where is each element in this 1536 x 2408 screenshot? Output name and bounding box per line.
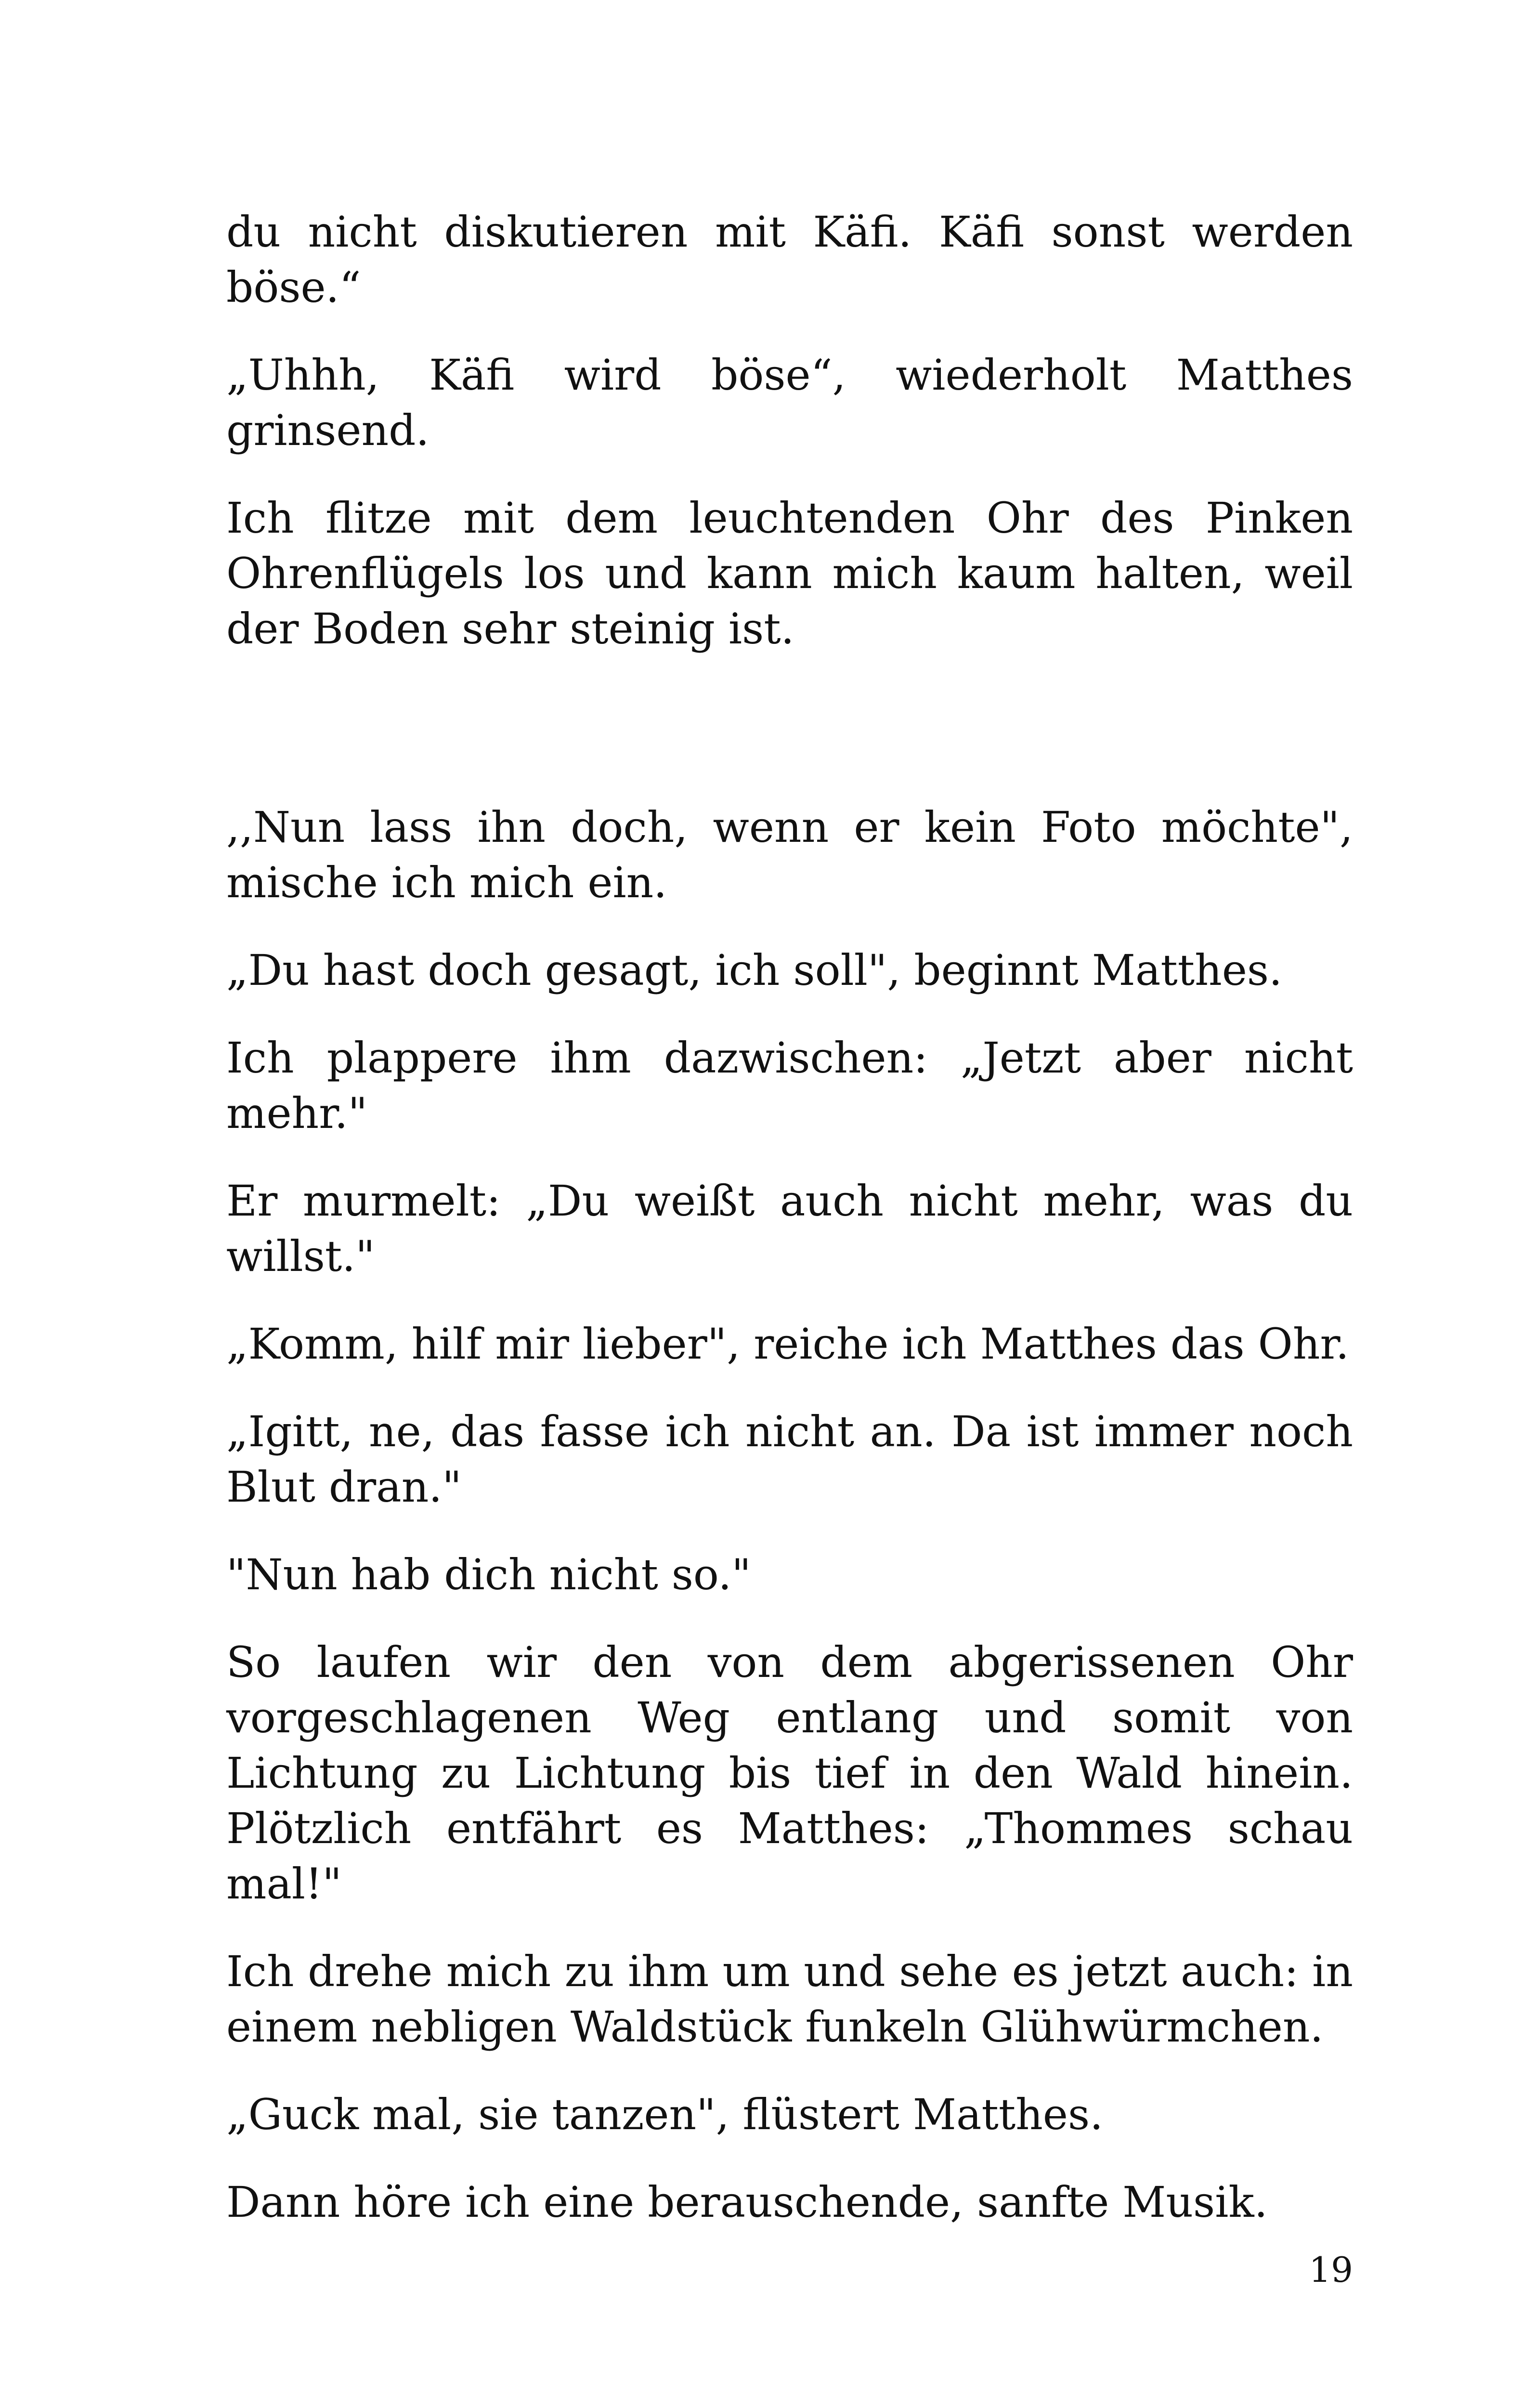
paragraph: Ich plappere ihm dazwischen: „Jetzt aber nicht mehr."	[226, 1033, 1353, 1138]
paragraph: Er murmelt: „Du weißt auch nicht mehr, was du willst."	[226, 1176, 1353, 1281]
paragraph: "Nun hab dich nicht so."	[226, 1550, 751, 1599]
paragraph: So laufen wir den von dem abgerissenen Ohr vorgeschlagenen Weg entlang und somit von Lichtung zu Lichtung bis tief in den Wald hinein. Plötzlich entfährt es Matthes: „Thommes schau mal!"	[226, 1637, 1353, 1909]
paragraph: Ich flitze mit dem leuchtenden Ohr des Pinken Ohrenflügels los und kann mich kaum halten, weil der Boden sehr steinig ist.	[226, 493, 1353, 654]
page-body-text	[226, 204, 1353, 2262]
paragraph: ,,Nun lass ihn doch, wenn er kein Foto möchte", mische ich mich ein.	[226, 802, 1353, 907]
paragraph: „Komm, hilf mir lieber", reiche ich Matthes das Ohr.	[226, 1319, 1349, 1369]
paragraph: „Du hast doch gesagt, ich soll", beginnt Matthes.	[226, 945, 1283, 995]
paragraph: „Igitt, ne, das fasse ich nicht an. Da ist immer noch Blut dran."	[226, 1407, 1353, 1512]
paragraph: „Uhhh, Käfi wird böse“, wiederholt Matthes grinsend.	[226, 350, 1353, 455]
paragraph: Ich drehe mich zu ihm um und sehe es jetzt auch: in einem nebligen Waldstück funkeln Glühwürmchen.	[226, 1947, 1353, 2052]
paragraph: Dann höre ich eine berauschende, sanfte Musik.	[226, 2177, 1268, 2227]
paragraph: du nicht diskutieren mit Käfi. Käfi sonst werden böse.“	[226, 207, 1353, 312]
paragraph: „Guck mal, sie tanzen", flüstert Matthes.	[226, 2090, 1104, 2139]
page-number: 19	[1309, 2250, 1353, 2290]
